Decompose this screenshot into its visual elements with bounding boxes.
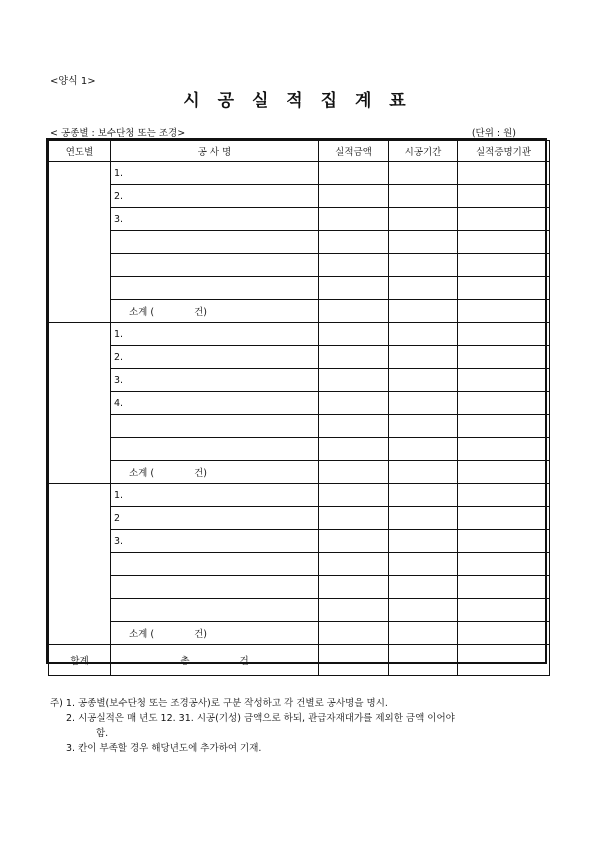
- table-row: [49, 277, 550, 300]
- project-name-cell[interactable]: 1.: [111, 162, 319, 185]
- footnote-2: 2. 시공실적은 매 년도 12. 31. 시공(기성) 금액으로 하되, 관급자재대가를 제외한 금액 이어야: [66, 713, 455, 724]
- table-row: [49, 530, 550, 553]
- subtotal-amount-cell[interactable]: [319, 300, 389, 323]
- total-amount-cell[interactable]: [319, 645, 389, 676]
- header-row: [49, 141, 550, 162]
- table-row: [49, 507, 550, 530]
- project-name-cell[interactable]: 1.: [111, 323, 319, 346]
- certifier-cell[interactable]: [458, 599, 550, 622]
- amount-cell[interactable]: [319, 277, 389, 300]
- certifier-cell[interactable]: [458, 277, 550, 300]
- certifier-cell[interactable]: [458, 162, 550, 185]
- table-row: [49, 599, 550, 622]
- certifier-cell[interactable]: [458, 484, 550, 507]
- footnote-1: 주) 1. 공종별(보수단청 또는 조경공사)로 구분 작성하고 각 건별로 공사명을 명시.: [50, 698, 388, 709]
- table-row: [49, 392, 550, 415]
- amount-cell[interactable]: [319, 553, 389, 576]
- subtotal-period-cell[interactable]: [389, 300, 458, 323]
- subtotal-certifier-cell[interactable]: [458, 300, 550, 323]
- certifier-cell[interactable]: [458, 576, 550, 599]
- total-certifier-cell[interactable]: [458, 645, 550, 676]
- certifier-cell[interactable]: [458, 530, 550, 553]
- certifier-cell[interactable]: [458, 254, 550, 277]
- period-cell[interactable]: [389, 576, 458, 599]
- year-cell[interactable]: [49, 323, 111, 484]
- header-certifier: 실적증명기관: [458, 141, 550, 162]
- table-row: [49, 323, 550, 346]
- unit-label: (단위 : 원): [471, 128, 516, 139]
- form-number-label: <양식 1>: [50, 76, 96, 87]
- footnote-3: 3. 칸이 부족할 경우 해당년도에 추가하여 기재.: [66, 743, 262, 754]
- table-row: [49, 553, 550, 576]
- table-body: [49, 162, 550, 645]
- table-row: [49, 162, 550, 185]
- amount-cell[interactable]: [319, 392, 389, 415]
- table-row: [49, 438, 550, 461]
- project-name-cell[interactable]: 2.: [111, 185, 319, 208]
- header-amount: 실적금액: [319, 141, 389, 162]
- period-cell[interactable]: [389, 162, 458, 185]
- period-cell[interactable]: [389, 277, 458, 300]
- subtotal-period-cell[interactable]: [389, 461, 458, 484]
- certifier-cell[interactable]: [458, 369, 550, 392]
- period-cell[interactable]: [389, 530, 458, 553]
- project-name-cell[interactable]: [111, 553, 319, 576]
- subtotal-prefix: 소계 (: [129, 307, 155, 318]
- amount-cell[interactable]: [319, 484, 389, 507]
- amount-cell[interactable]: [319, 507, 389, 530]
- project-name-cell[interactable]: 3.: [111, 530, 319, 553]
- project-name-cell[interactable]: 2: [111, 507, 319, 530]
- header-project-name: 공 사 명: [111, 141, 319, 162]
- subtotal-certifier-cell[interactable]: [458, 461, 550, 484]
- amount-cell[interactable]: [319, 185, 389, 208]
- amount-cell[interactable]: [319, 346, 389, 369]
- certifier-cell[interactable]: [458, 392, 550, 415]
- project-name-cell[interactable]: [111, 599, 319, 622]
- certifier-cell[interactable]: [458, 185, 550, 208]
- amount-cell[interactable]: [319, 323, 389, 346]
- period-cell[interactable]: [389, 553, 458, 576]
- project-name-cell[interactable]: [111, 277, 319, 300]
- year-cell[interactable]: [49, 162, 111, 323]
- amount-cell[interactable]: [319, 599, 389, 622]
- period-cell[interactable]: [389, 392, 458, 415]
- table-caption: [50, 125, 550, 139]
- subtotal-period-cell[interactable]: [389, 622, 458, 645]
- subtotal-amount-cell[interactable]: [319, 622, 389, 645]
- certifier-cell[interactable]: [458, 323, 550, 346]
- certifier-cell[interactable]: [458, 231, 550, 254]
- amount-cell[interactable]: [319, 530, 389, 553]
- subtotal-cell[interactable]: [111, 461, 319, 484]
- certifier-cell[interactable]: [458, 346, 550, 369]
- header-period: 시공기간: [389, 141, 458, 162]
- header-year: 연도별: [49, 141, 111, 162]
- table-row: [49, 369, 550, 392]
- performance-summary-table: [46, 138, 547, 667]
- subtotal-certifier-cell[interactable]: [458, 622, 550, 645]
- table-row: [49, 576, 550, 599]
- total-period-cell[interactable]: [389, 645, 458, 676]
- subtotal-suffix: 건): [194, 307, 207, 318]
- period-cell[interactable]: [389, 507, 458, 530]
- subtotal-row: [49, 300, 550, 323]
- period-cell[interactable]: [389, 208, 458, 231]
- project-name-cell[interactable]: 3.: [111, 369, 319, 392]
- table-row: [49, 415, 550, 438]
- subtotal-suffix: 건): [194, 468, 207, 479]
- total-row: [49, 645, 550, 676]
- amount-cell[interactable]: [319, 162, 389, 185]
- project-name-cell[interactable]: [111, 576, 319, 599]
- certifier-cell[interactable]: [458, 208, 550, 231]
- period-cell[interactable]: [389, 599, 458, 622]
- period-cell[interactable]: [389, 415, 458, 438]
- period-cell[interactable]: [389, 254, 458, 277]
- amount-cell[interactable]: [319, 576, 389, 599]
- period-cell[interactable]: [389, 323, 458, 346]
- period-cell[interactable]: [389, 231, 458, 254]
- project-name-cell[interactable]: [111, 415, 319, 438]
- amount-cell[interactable]: [319, 208, 389, 231]
- table-row: [49, 185, 550, 208]
- certifier-cell[interactable]: [458, 415, 550, 438]
- period-cell[interactable]: [389, 346, 458, 369]
- subtotal-cell[interactable]: [111, 622, 319, 645]
- subtotal-cell[interactable]: [111, 300, 319, 323]
- table-row: [49, 208, 550, 231]
- table-row: [49, 346, 550, 369]
- period-cell[interactable]: [389, 369, 458, 392]
- total-count-cell[interactable]: [111, 645, 319, 676]
- project-name-cell[interactable]: [111, 254, 319, 277]
- year-cell[interactable]: [49, 484, 111, 645]
- total-count-prefix: 총: [180, 656, 190, 667]
- amount-cell[interactable]: [319, 369, 389, 392]
- period-cell[interactable]: [389, 438, 458, 461]
- project-name-cell[interactable]: [111, 438, 319, 461]
- footnotes: [50, 696, 550, 756]
- project-name-cell[interactable]: 3.: [111, 208, 319, 231]
- project-name-cell[interactable]: 4.: [111, 392, 319, 415]
- category-label: < 공종별 : 보수단청 또는 조경>: [50, 128, 186, 139]
- amount-cell[interactable]: [319, 438, 389, 461]
- period-cell[interactable]: [389, 185, 458, 208]
- subtotal-prefix: 소계 (: [129, 468, 155, 479]
- project-name-cell[interactable]: 2.: [111, 346, 319, 369]
- page-title: 시 공 실 적 집 계 표: [183, 91, 412, 111]
- certifier-cell[interactable]: [458, 553, 550, 576]
- amount-cell[interactable]: [319, 231, 389, 254]
- footnote-2-continuation: [50, 726, 550, 741]
- period-cell[interactable]: [389, 484, 458, 507]
- amount-cell[interactable]: [319, 254, 389, 277]
- subtotal-prefix: 소계 (: [129, 629, 155, 640]
- project-name-cell[interactable]: [111, 231, 319, 254]
- certifier-cell[interactable]: [458, 507, 550, 530]
- subtotal-amount-cell[interactable]: [319, 461, 389, 484]
- table-row: [49, 231, 550, 254]
- amount-cell[interactable]: [319, 415, 389, 438]
- subtotal-suffix: 건): [194, 629, 207, 640]
- table-row: [49, 484, 550, 507]
- certifier-cell[interactable]: [458, 438, 550, 461]
- subtotal-row: [49, 461, 550, 484]
- total-label: 합계: [49, 645, 111, 676]
- subtotal-row: [49, 622, 550, 645]
- project-name-cell[interactable]: 1.: [111, 484, 319, 507]
- footnote-2-cont-text: 함.: [96, 728, 109, 739]
- total-count-suffix: 건: [239, 656, 249, 667]
- table-row: [49, 254, 550, 277]
